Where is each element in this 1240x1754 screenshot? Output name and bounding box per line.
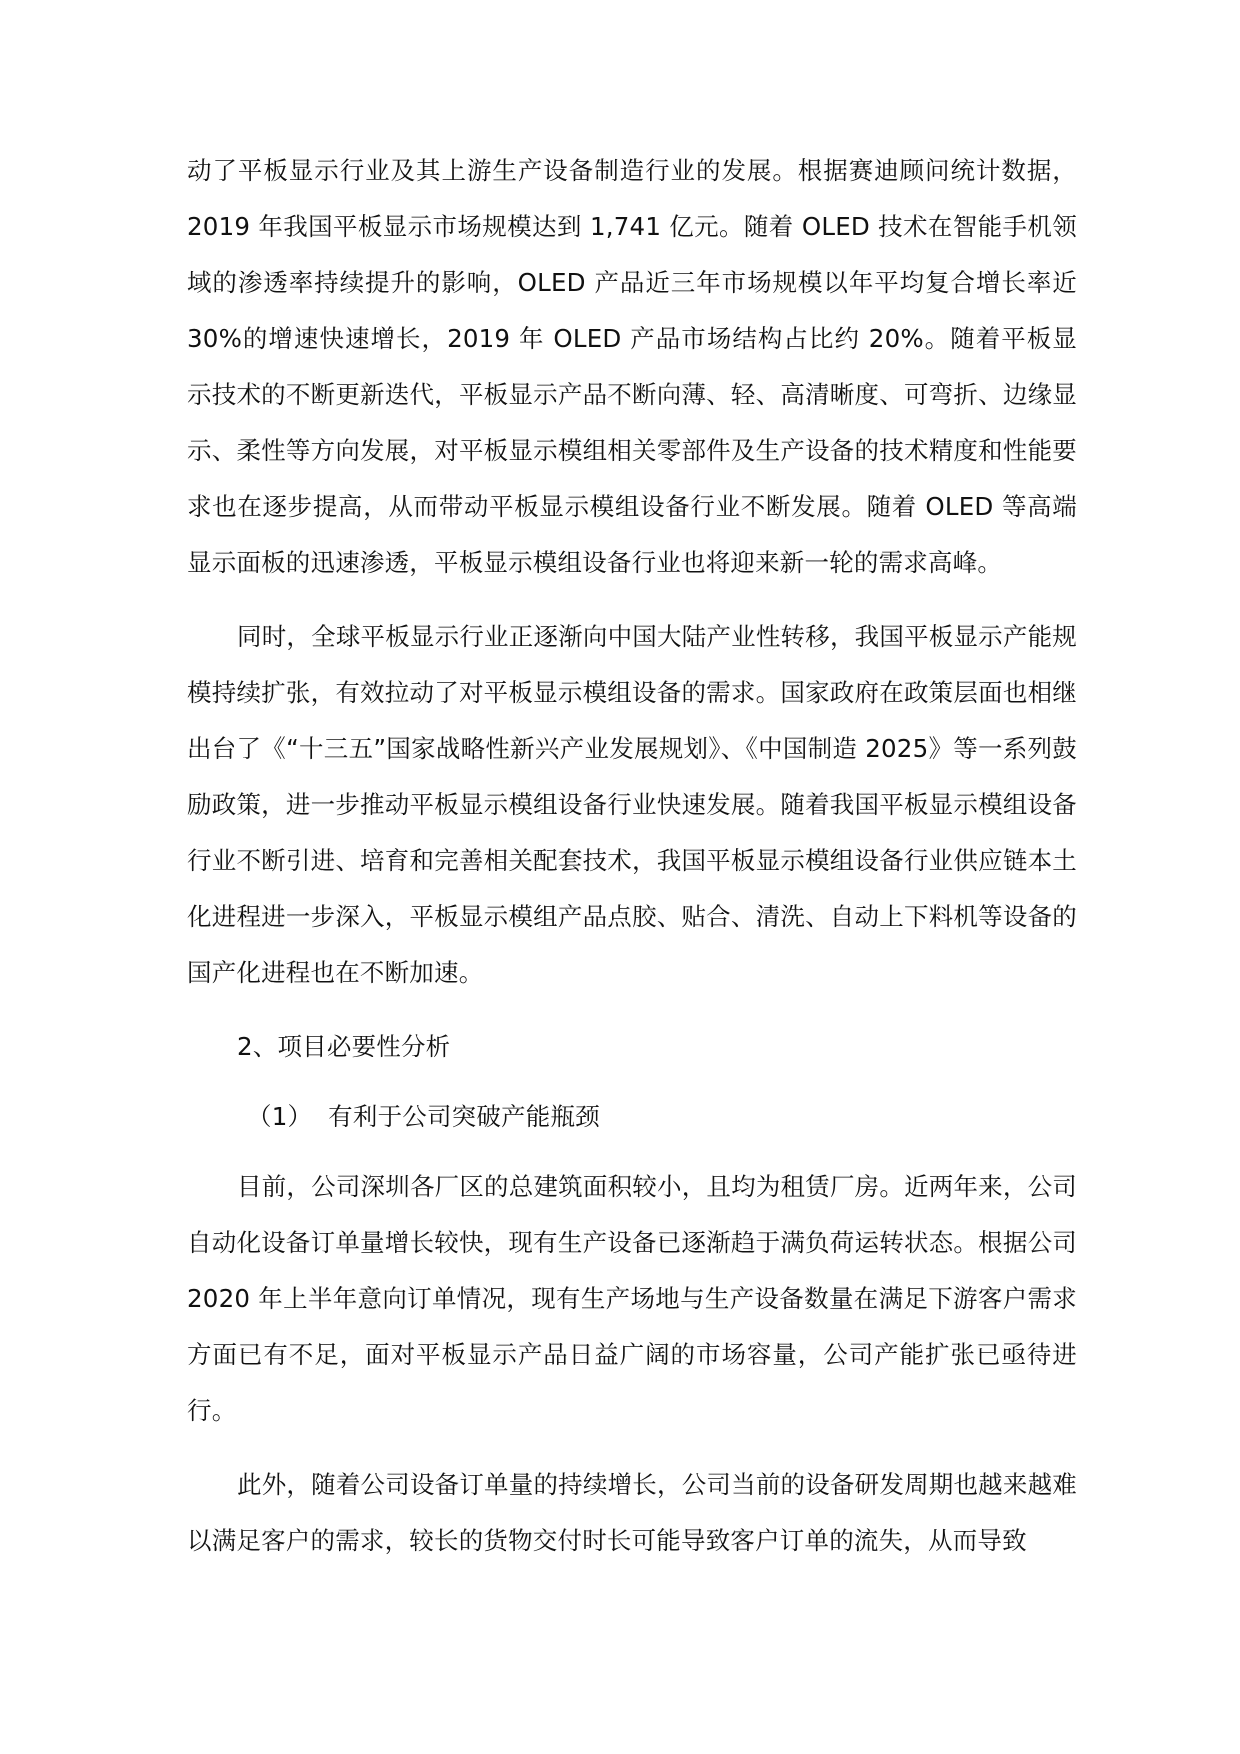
paragraph-industry-transfer: 同时，全球平板显示行业正逐渐向中国大陆产业性转移，我国平板显示产能规模持续扩张，有效拉动了对平板显示模组设备的需求。国家政府在政策层面也相继出台了《“十三五”国家战略性新兴产业发展规划》、《中国制造 2025》等一系列鼓励政策，进一步推动平板显示模组设备行业快速发展。随着我国平板显示模组设备行业不断引进、培育和完善相关配套技术，我国平板显示模组设备行业供应链本土化进程进一步深入，平板显示模组产品点胶、贴合、清洗、自动上下料机等设备的国产化进程也在不断加速。 (187, 622, 1077, 987)
document-body (187, 143, 1077, 1587)
section-subheading: （1） 有利于公司突破产能瓶颈 (247, 1102, 600, 1131)
paragraph-capacity: 目前，公司深圳各厂区的总建筑面积较小，且均为租赁厂房。近两年来，公司自动化设备订单量增长较快，现有生产设备已逐渐趋于满负荷运转状态。根据公司 2020 年上半年意向订单情况，现有生产场地与生产设备数量在满足下游客户需求方面已有不足，面对平板显示产品日益广阔的市场容量，公司产能扩张已亟待进行。 (187, 1172, 1077, 1425)
paragraph-order-growth: 此外，随着公司设备订单量的持续增长，公司当前的设备研发周期也越来越难以满足客户的需求，较长的货物交付时长可能导致客户订单的流失，从而导致 (187, 1470, 1077, 1555)
section-heading: 2、项目必要性分析 (237, 1032, 451, 1061)
paragraph-market-growth: 动了平板显示行业及其上游生产设备制造行业的发展。根据赛迪顾问统计数据，2019 年我国平板显示市场规模达到 1,741 亿元。随着 OLED 技术在智能手机领域的渗透率持续提升的影响，OLED 产品近三年市场规模以年平均复合增长率近 30%的增速快速增长，2019 年 OLED 产品市场结构占比约 20%。随着平板显示技术的不断更新迭代，平板显示产品不断向薄、轻、高清晰度、可弯折、边缘显示、柔性等方向发展，对平板显示模组相关零部件及生产设备的技术精度和性能要求也在逐步提高，从而带动平板显示模组设备行业不断发展。随着 OLED 等高端显示面板的迅速渗透，平板显示模组设备行业也将迎来新一轮的需求高峰。 (187, 156, 1077, 577)
